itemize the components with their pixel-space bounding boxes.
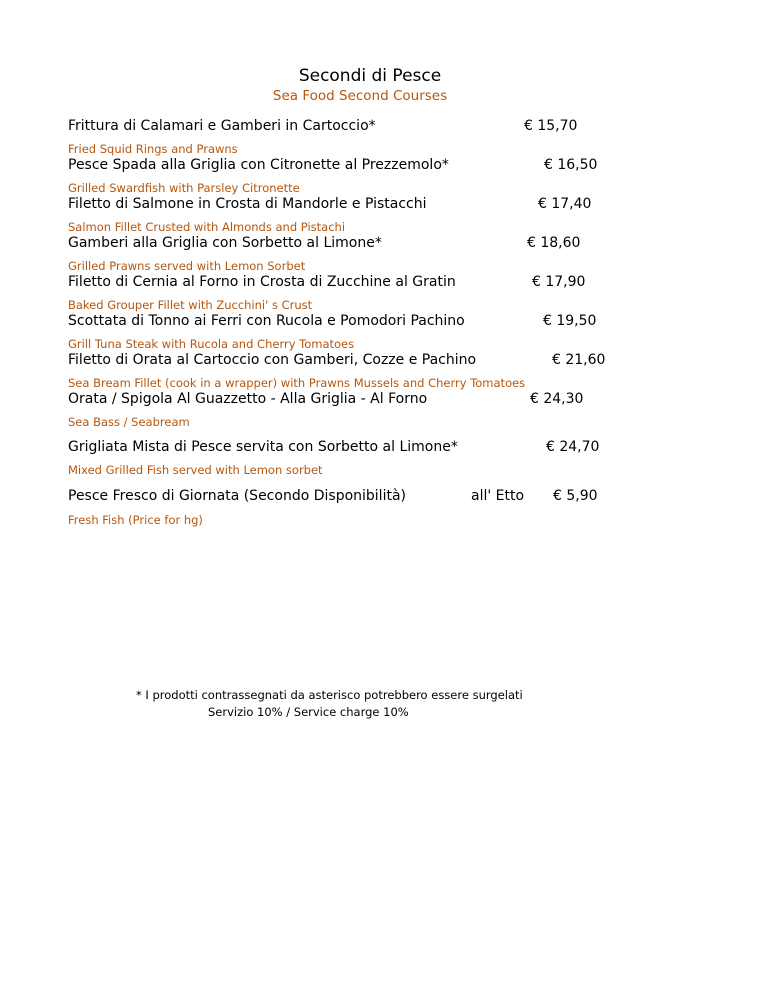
page-subtitle: Sea Food Second Courses (272, 88, 448, 104)
dish-name: Scottata di Tonno ai Ferri con Rucola e Pomodori Pachino (68, 313, 465, 329)
dish-translation: Sea Bass / Seabream (68, 415, 190, 429)
dish-price: € 21,60 (552, 352, 606, 368)
dish-name: Filetto di Orata al Cartoccio con Gamberi, Cozze e Pachino (68, 352, 477, 368)
dish-price: € 17,40 (538, 196, 592, 212)
dish-price: € 18,60 (527, 235, 581, 251)
dish-name: Grigliata Mista di Pesce servita con Sorbetto al Limone* (68, 439, 458, 455)
dish-name: Filetto di Salmone in Crosta di Mandorle e Pistacchi (68, 196, 427, 212)
dish-price: € 15,70 (524, 118, 578, 134)
dish-translation: Baked Grouper Fillet with Zucchini' s Crust (68, 298, 313, 312)
dish-translation: Grilled Swardfish with Parsley Citronette (68, 181, 300, 195)
dish-translation: Sea Bream Fillet (cook in a wrapper) with Prawns Mussels and Cherry Tomatoes (68, 376, 526, 390)
dish-price: € 24,70 (546, 439, 600, 455)
dish-name: Gamberi alla Griglia con Sorbetto al Limone* (68, 235, 382, 251)
page-title: Secondi di Pesce (298, 66, 442, 86)
dish-name: Frittura di Calamari e Gamberi in Cartoccio* (68, 118, 376, 134)
dish-price: € 16,50 (544, 157, 598, 173)
dish-translation: Grill Tuna Steak with Rucola and Cherry Tomatoes (68, 337, 355, 351)
dish-price: € 5,90 (553, 488, 598, 504)
dish-translation: Grilled Prawns served with Lemon Sorbet (68, 259, 306, 273)
dish-name: Filetto di Cernia al Forno in Crosta di Zucchine al Gratin (68, 274, 456, 290)
dish-price: € 19,50 (543, 313, 597, 329)
dish-translation: Fresh Fish (Price for hg) (68, 513, 203, 527)
dish-price: € 24,30 (530, 391, 584, 407)
dish-price: € 17,90 (532, 274, 586, 290)
frozen-products-note: * I prodotti contrassegnati da asterisco potrebbero essere surgelati (136, 688, 523, 702)
dish-translation: Salmon Fillet Crusted with Almonds and Pistachi (68, 220, 346, 234)
service-charge-note: Servizio 10% / Service charge 10% (208, 705, 409, 719)
dish-translation: Mixed Grilled Fish served with Lemon sorbet (68, 463, 323, 477)
dish-translation: Fried Squid Rings and Prawns (68, 142, 238, 156)
dish-name: Orata / Spigola Al Guazzetto - Alla Griglia - Al Forno (68, 391, 428, 407)
dish-unit: all' Etto (471, 488, 525, 504)
dish-name: Pesce Fresco di Giornata (Secondo Disponibilità) (68, 488, 406, 504)
dish-name: Pesce Spada alla Griglia con Citronette al Prezzemolo* (68, 157, 449, 173)
